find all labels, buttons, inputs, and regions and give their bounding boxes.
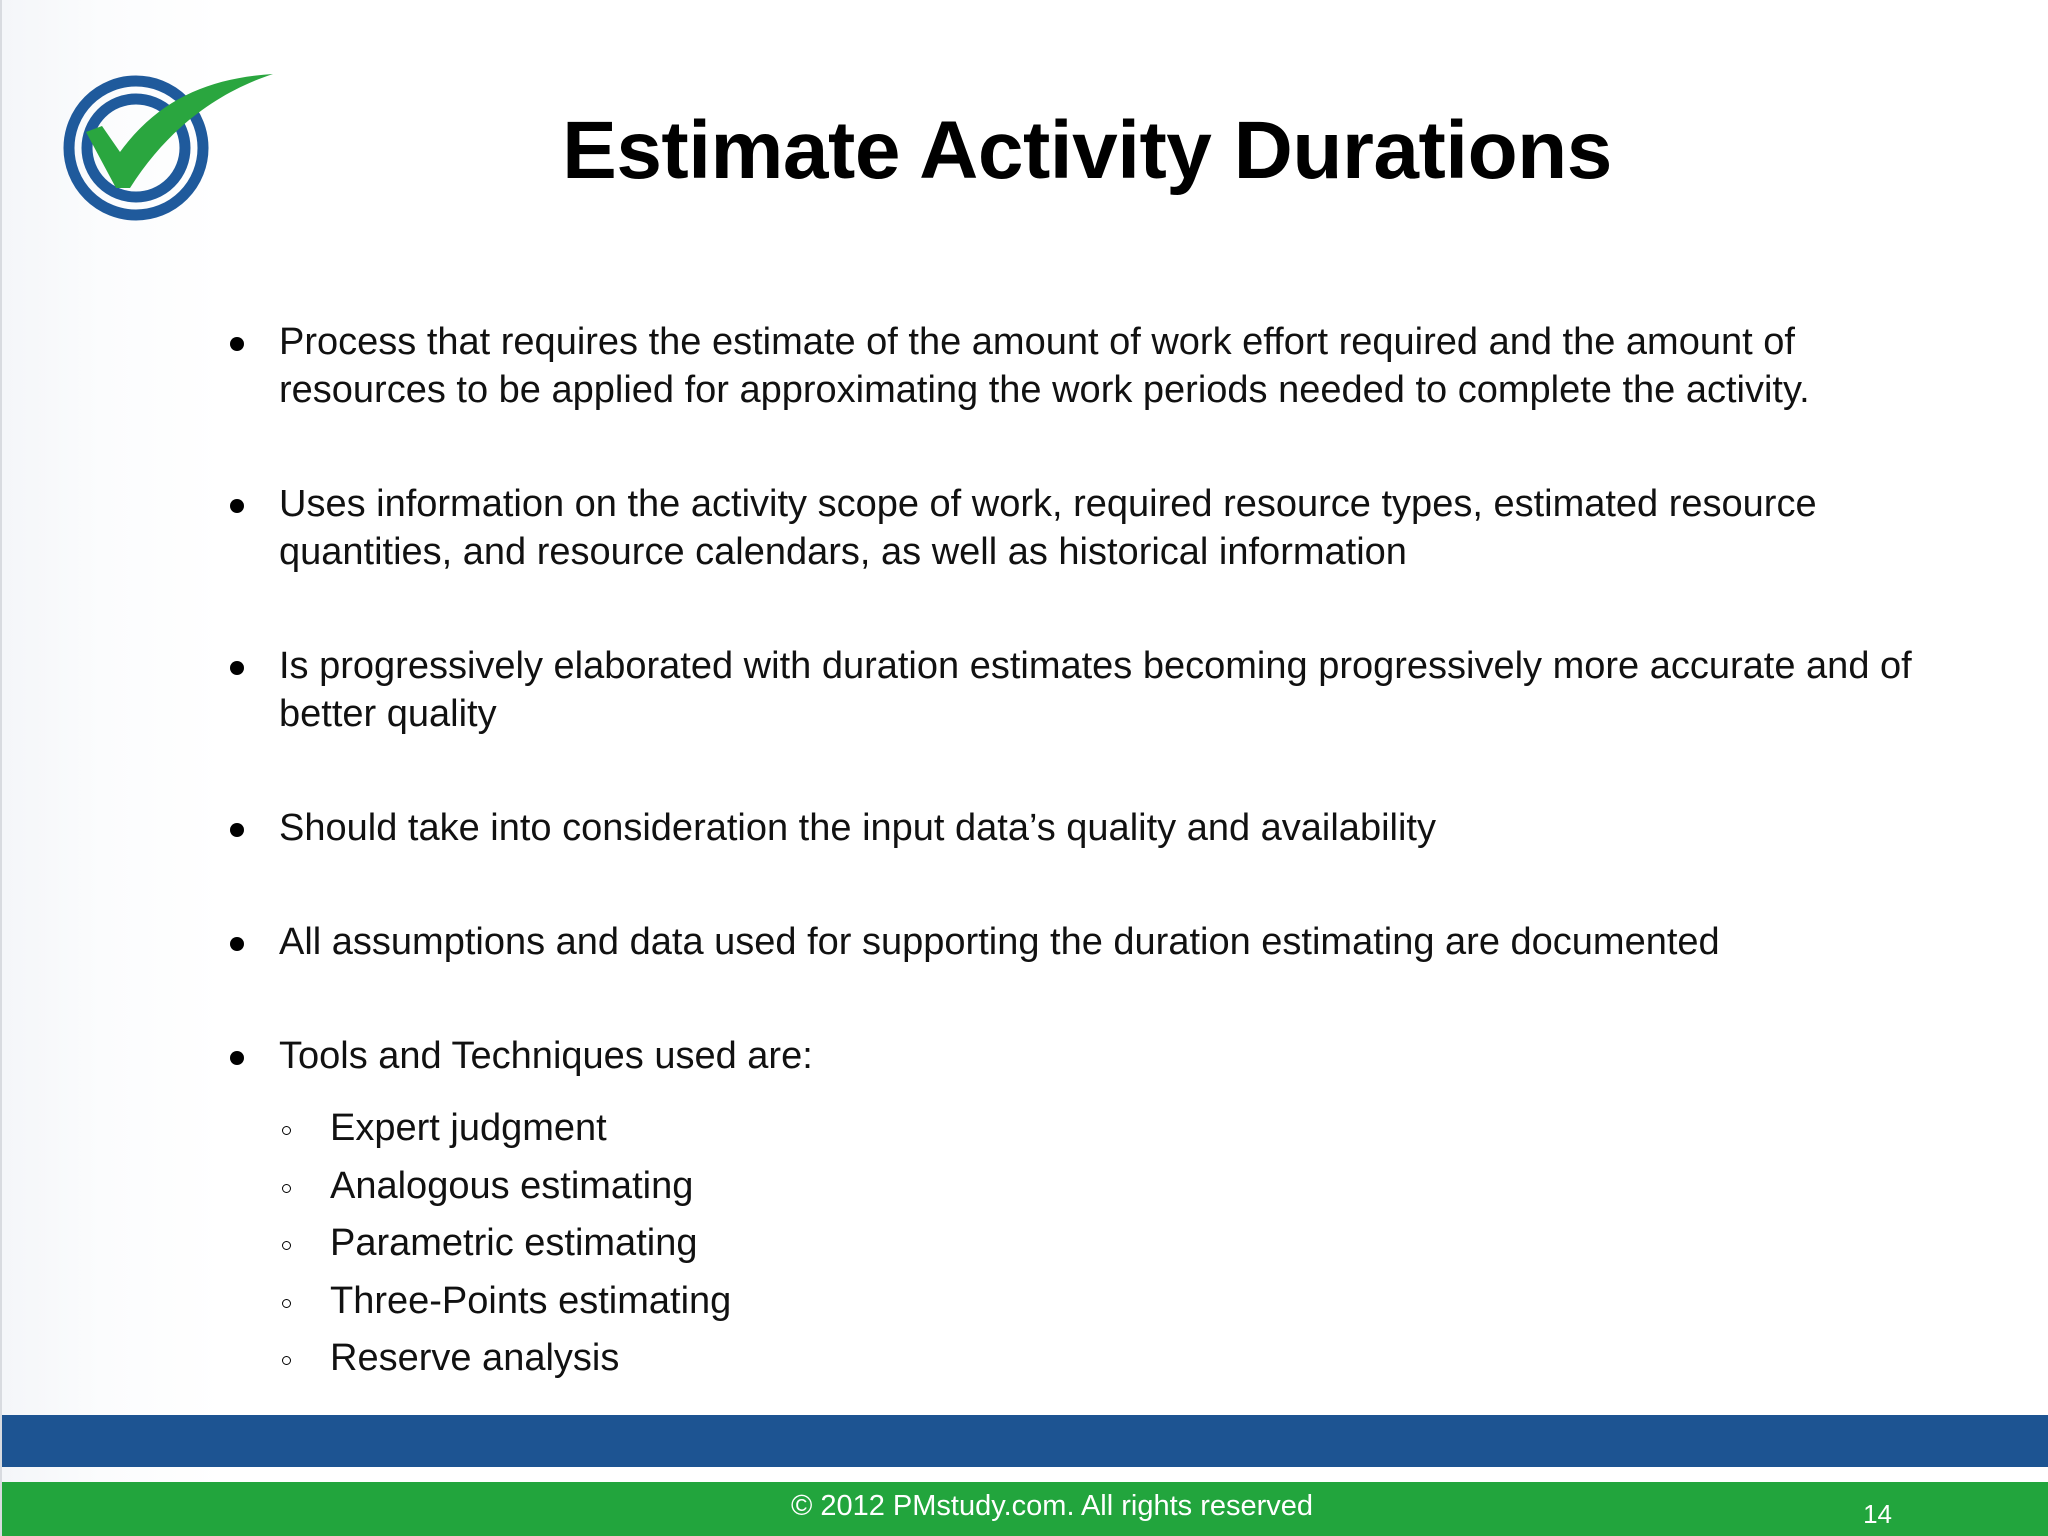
bullet-text: Is progressively elaborated with duration estimates becoming progressively more accurate and of better quality (279, 645, 1912, 735)
footer-blue-band (2, 1415, 2048, 1467)
sub-bullet-item (279, 1158, 1964, 1216)
slide-title: Estimate Activity Durations (562, 105, 1612, 196)
bullet-icon (230, 337, 244, 351)
hollow-bullet-icon (282, 1299, 291, 1308)
bullet-icon (230, 1051, 244, 1065)
bullet-icon (230, 499, 244, 513)
sub-bullet-text: Expert judgment (330, 1107, 607, 1149)
bullet-list (224, 318, 1964, 1388)
bullet-icon (230, 937, 244, 951)
bullet-item (224, 804, 1964, 852)
bullet-item (224, 1032, 1964, 1388)
hollow-bullet-icon (282, 1184, 291, 1193)
footer-copyright: © 2012 PMstudy.com. All rights reserved (790, 1490, 1314, 1522)
sub-bullet-text: Analogous estimating (330, 1164, 694, 1207)
sub-bullet-text: Reserve analysis (330, 1337, 620, 1379)
bullet-item (224, 318, 1964, 414)
sub-bullet-item (279, 1100, 1964, 1158)
bullet-text: Uses information on the activity scope of work, required resource types, estimated resource quantities, and resource calendars, as well as historical information (279, 483, 1817, 573)
bullet-icon (230, 823, 244, 837)
sub-bullet-item (279, 1330, 1964, 1388)
bullet-text: Process that requires the estimate of the amount of work effort required and the amount of resources to be applied for approximating the work periods needed to complete the activity. (279, 321, 1810, 411)
sub-bullet-item (279, 1215, 1964, 1273)
bullet-text: All assumptions and data used for supporting the duration estimating are documented (279, 921, 1720, 963)
hollow-bullet-icon (282, 1356, 291, 1365)
hollow-bullet-icon (282, 1126, 291, 1135)
bullet-icon (230, 661, 244, 675)
bullet-item (224, 480, 1964, 576)
sub-bullet-text: Three-Points estimating (330, 1279, 732, 1322)
sub-bullet-text: Parametric estimating (330, 1222, 698, 1264)
sub-bullet-list (279, 1100, 1964, 1388)
bullet-item (224, 642, 1964, 738)
sub-bullet-item (279, 1273, 1964, 1331)
hollow-bullet-icon (282, 1241, 291, 1250)
bullet-text: Tools and Techniques used are: (279, 1035, 813, 1077)
bullet-item (224, 918, 1964, 966)
bullet-text: Should take into consideration the input data’s quality and availability (279, 807, 1436, 849)
page-number: 14 (1863, 1499, 1892, 1529)
